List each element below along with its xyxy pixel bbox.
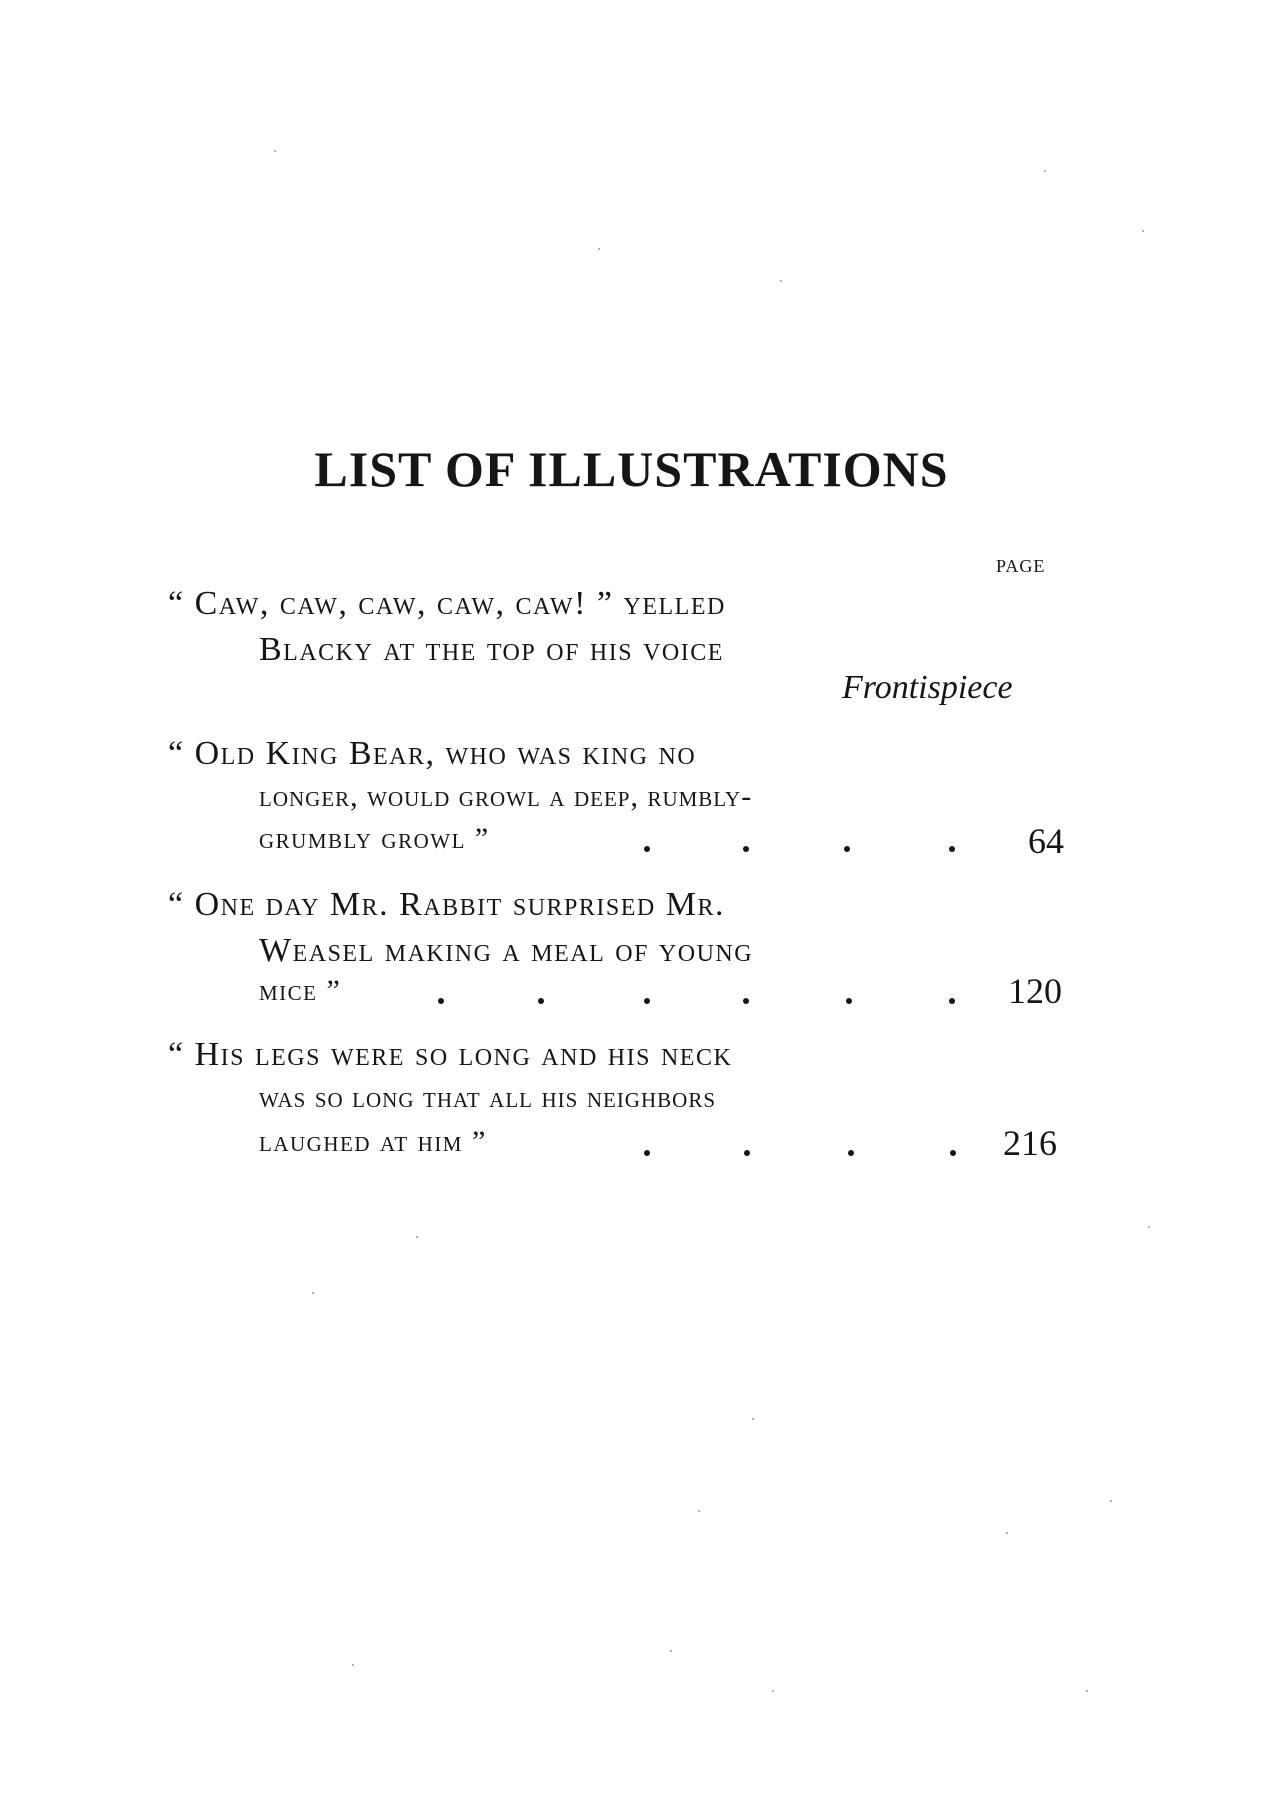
entry-caption-line: “ His legs were so long and his neck (168, 1036, 733, 1073)
entry-page-number: 64 (1028, 821, 1064, 861)
entry-caption-line: mice ” (259, 974, 342, 1007)
entry-caption-line: “ Caw, caw, caw, caw, caw! ” yelled (168, 585, 726, 622)
page-column-header: PAGE (996, 556, 1046, 576)
entry-page-frontispiece: Frontispiece (842, 669, 1013, 706)
entry-caption-line: Blacky at the top of his voice (259, 631, 724, 668)
entry-caption-line: “ One day Mr. Rabbit surprised Mr. (168, 886, 725, 923)
entry-page-number: 120 (1008, 971, 1062, 1011)
entry-caption-line: was so long that all his neighbors (259, 1081, 716, 1114)
entry-caption-line: laughed at him ” (259, 1125, 487, 1158)
entry-page-number: 216 (1003, 1123, 1057, 1163)
entry-caption-line: “ Old King Bear, who was king no (168, 735, 697, 772)
page-title: LIST OF ILLUSTRATIONS (314, 441, 949, 497)
entry-caption-line: grumbly growl ” (259, 822, 490, 855)
entry-caption-line: longer, would growl a deep, rumbly- (259, 780, 753, 813)
entry-caption-line: Weasel making a meal of young (259, 932, 754, 969)
